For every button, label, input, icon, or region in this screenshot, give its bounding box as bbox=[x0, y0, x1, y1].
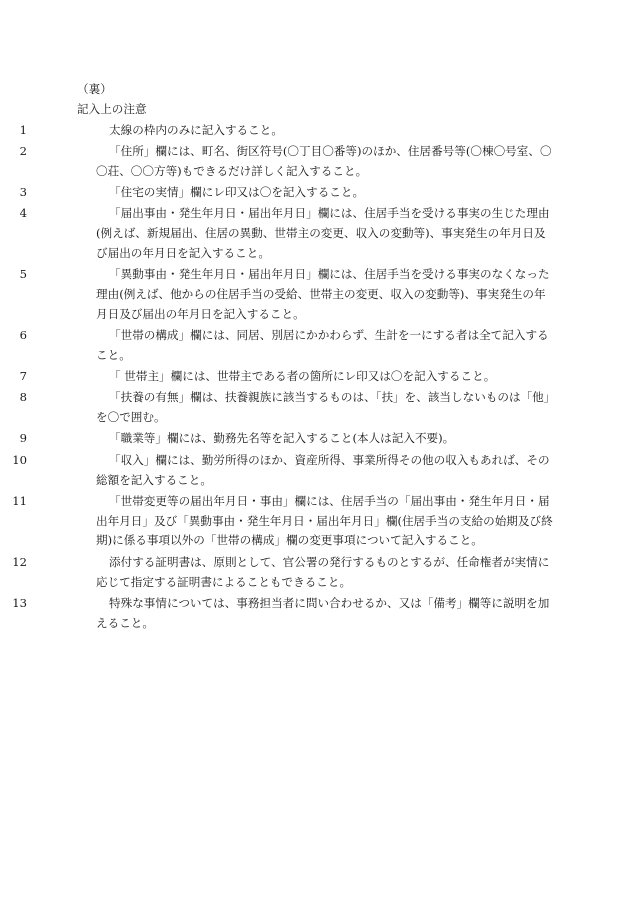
note-text: 「住宅の実情」欄にレ印又は〇を記入すること。 bbox=[109, 184, 365, 199]
note-number: 4 bbox=[19, 206, 27, 221]
note-item bbox=[0, 142, 557, 182]
note-item bbox=[0, 183, 557, 203]
note-item bbox=[0, 429, 557, 449]
note-number: 13 bbox=[12, 595, 27, 610]
note-number: 7 bbox=[19, 369, 27, 384]
notes-heading: 記入上の注意 bbox=[77, 102, 147, 116]
note-number: 3 bbox=[19, 184, 27, 199]
note-item bbox=[0, 388, 557, 428]
note-text: 「届出事由・発生年月日・届出年月日」欄には、住居手当を受ける事実の生じた理由(例えば、新規届出、住居の異動、世帯主の変更、収入の変動等)、事実発生の年月日及び届出の年月日を記入すること。 bbox=[96, 206, 550, 260]
back-side-label: （裏） bbox=[77, 82, 112, 96]
note-text: 「収入」欄には、勤労所得のほか、資産所得、事業所得その他の収入もあれば、その総額を記入すること。 bbox=[96, 452, 550, 487]
note-text: 添付する証明書は、原則として、官公署の発行するものとするが、任命権者が実情に応じて指定する証明書によることもできること。 bbox=[96, 554, 550, 589]
note-item bbox=[0, 326, 557, 366]
note-number: 12 bbox=[12, 554, 27, 569]
note-item bbox=[0, 594, 557, 634]
note-number: 1 bbox=[19, 122, 27, 137]
note-text: 「 世帯主」欄には、世帯主である者の箇所にレ印又は〇を記入すること。 bbox=[109, 369, 496, 384]
note-item bbox=[0, 367, 557, 387]
note-item bbox=[0, 451, 557, 491]
note-text: 太線の枠内のみに記入すること。 bbox=[109, 122, 283, 137]
note-item bbox=[0, 265, 557, 324]
note-number: 5 bbox=[19, 267, 27, 282]
note-text: 「扶養の有無」欄は、扶養親族に該当するものは、「扶」を、該当しないものは「他」を〇で囲む。 bbox=[96, 390, 556, 425]
note-text: 「異動事由・発生年月日・届出年月日」欄には、住居手当を受ける事実のなくなった理由(例えば、他からの住居手当の受給、世帯主の変更、収入の変動等)、事実発生の年月日及び届出の年月日を記入すること。 bbox=[96, 267, 550, 321]
note-item bbox=[0, 553, 557, 593]
note-text: 「世帯変更等の届出年月日・事由」欄には、住居手当の「届出事由・発生年月日・届出年月日」及び「異動事由・発生年月日・届出年月日」欄(住居手当の支給の始期及び終期)に係る事項以外の「世帯の構成」欄の変更事項について記入すること。 bbox=[96, 493, 553, 548]
note-item bbox=[0, 121, 557, 141]
note-number: 10 bbox=[12, 452, 27, 467]
note-text: 「住所」欄には、町名、街区符号(〇丁目〇番等)のほか、住居番号等(〇棟〇号室、〇〇荘、〇〇方等)もできるだけ詳しく記入すること。 bbox=[96, 143, 552, 178]
note-text: 特殊な事情については、事務担当者に問い合わせるか、又は「備考」欄等に説明を加えること。 bbox=[96, 595, 550, 630]
note-item bbox=[0, 204, 557, 263]
notes-list bbox=[0, 121, 630, 635]
note-number: 11 bbox=[12, 493, 27, 508]
note-item bbox=[0, 492, 557, 551]
note-number: 6 bbox=[19, 327, 27, 342]
note-number: 8 bbox=[19, 390, 27, 405]
note-number: 2 bbox=[19, 143, 27, 158]
note-text: 「世帯の構成」欄には、同居、別居にかかわらず、生計を一にする者は全て記入すること。 bbox=[96, 327, 549, 362]
note-number: 9 bbox=[19, 431, 27, 446]
note-text: 「職業等」欄には、勤務先名等を記入すること(本人は記入不要)。 bbox=[109, 431, 455, 446]
